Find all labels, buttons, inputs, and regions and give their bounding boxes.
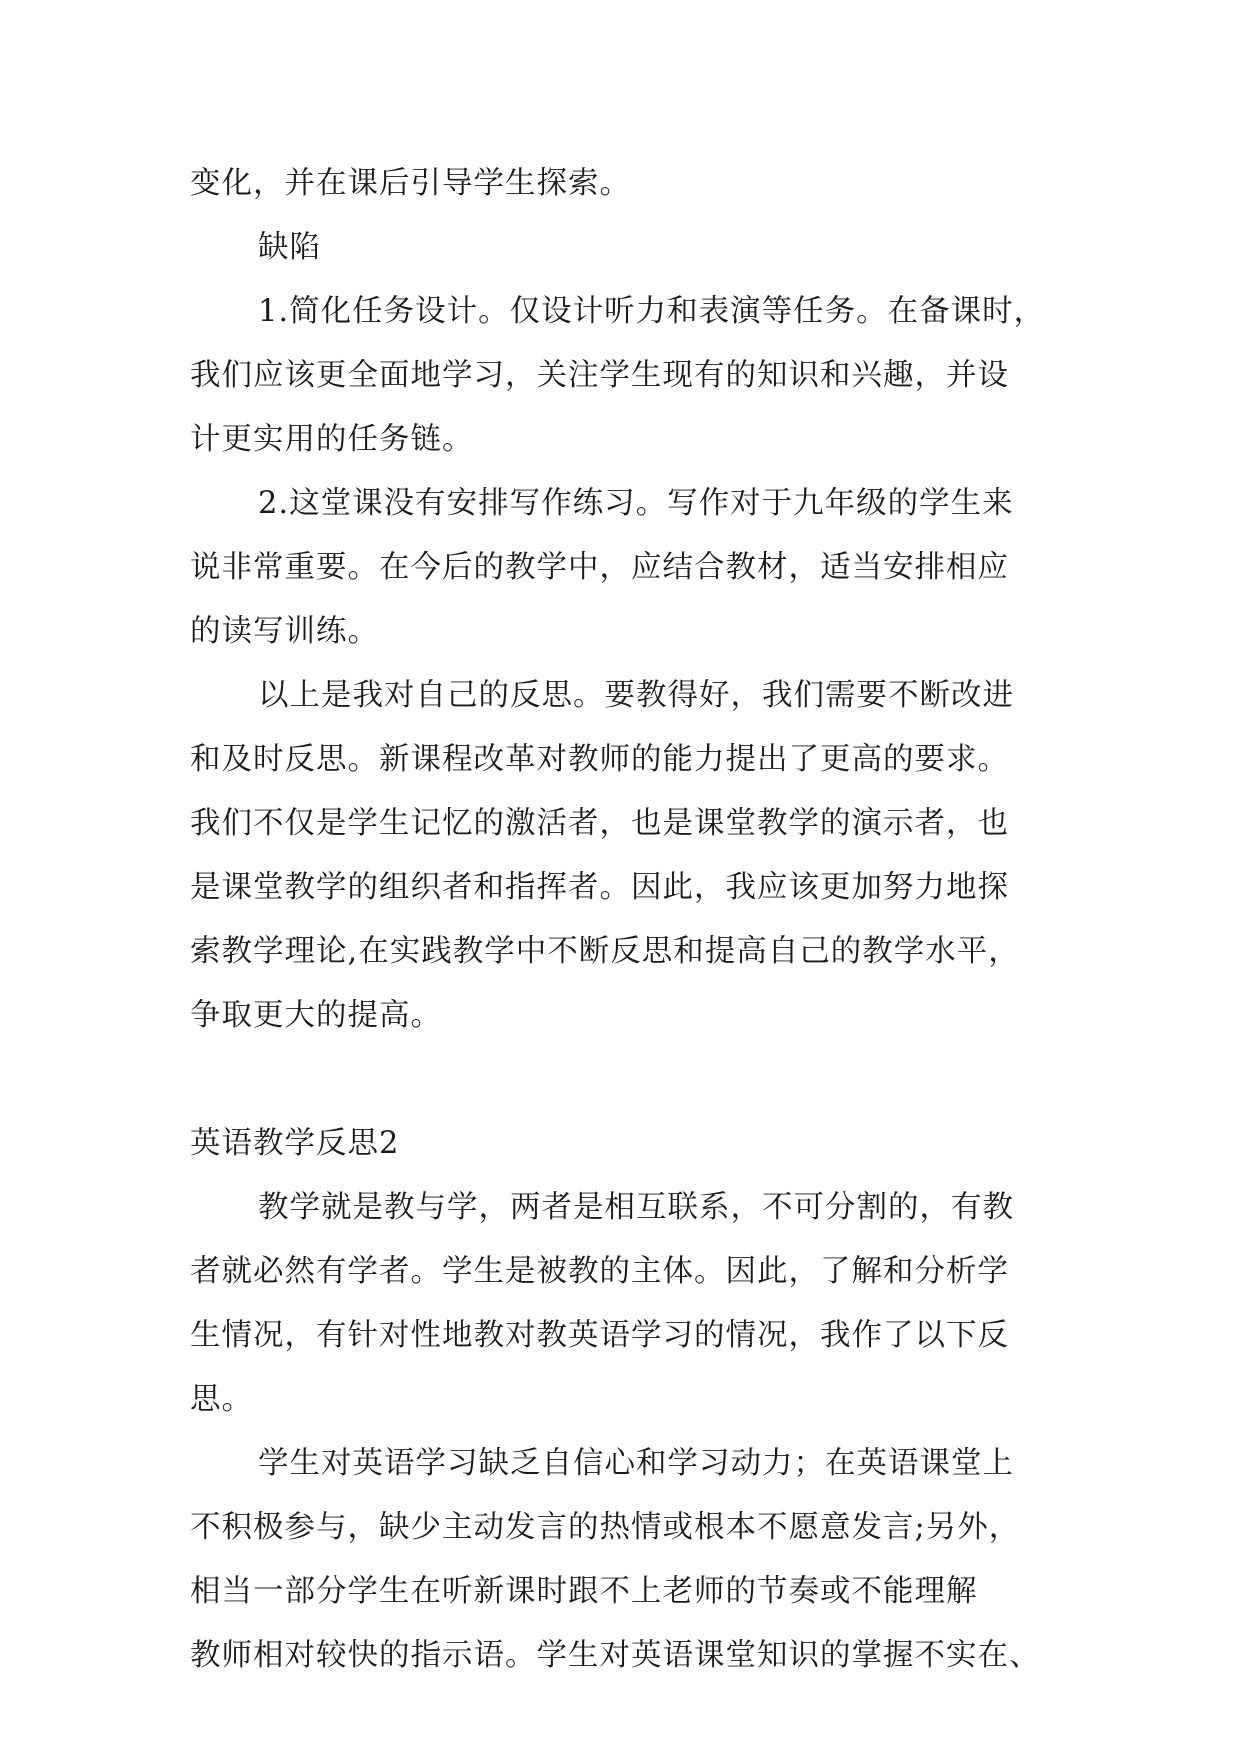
text-line: 思。 — [190, 1382, 253, 1417]
text-line: 是课堂教学的组织者和指挥者。因此，我应该更加努力地探 — [190, 870, 1009, 905]
text-line: 生情况，有针对性地教对教英语学习的情况，我作了以下反 — [190, 1318, 1009, 1353]
text-line: 1.简化任务设计。仅设计听力和表演等任务。在备课时， — [258, 294, 1046, 329]
text-line: 计更实用的任务链。 — [190, 422, 474, 457]
text-line: 索教学理论,在实践教学中不断反思和提高自己的教学水平， — [190, 934, 1020, 969]
section-heading: 缺陷 — [258, 230, 321, 265]
text-line: 教学就是教与学，两者是相互联系，不可分割的，有教 — [258, 1190, 1014, 1225]
text-line: 以上是我对自己的反思。要教得好，我们需要不断改进 — [258, 678, 1014, 713]
text-line: 不积极参与，缺少主动发言的热情或根本不愿意发言;另外， — [190, 1510, 1021, 1545]
text-line: 和及时反思。新课程改革对教师的能力提出了更高的要求。 — [190, 742, 1009, 777]
text-line: 的读写训练。 — [190, 614, 379, 649]
section-title: 英语教学反思2 — [190, 1126, 400, 1161]
text-line: 变化，并在课后引导学生探索。 — [190, 166, 631, 201]
text-line: 相当一部分学生在听新课时跟不上老师的节奏或不能理解 — [190, 1574, 978, 1609]
text-line: 争取更大的提高。 — [190, 998, 442, 1033]
text-line: 学生对英语学习缺乏自信心和学习动力；在英语课堂上 — [258, 1446, 1014, 1481]
text-line: 2.这堂课没有安排写作练习。写作对于九年级的学生来 — [258, 486, 1014, 521]
text-line: 我们不仅是学生记忆的激活者，也是课堂教学的演示者，也 — [190, 806, 1009, 841]
text-line: 教师相对较快的指示语。学生对英语课堂知识的掌握不实在、 — [190, 1638, 1041, 1673]
text-line: 者就必然有学者。学生是被教的主体。因此，了解和分析学 — [190, 1254, 1009, 1289]
text-line: 我们应该更全面地学习，关注学生现有的知识和兴趣，并设 — [190, 358, 1009, 393]
text-line: 说非常重要。在今后的教学中，应结合教材，适当安排相应 — [190, 550, 1009, 585]
